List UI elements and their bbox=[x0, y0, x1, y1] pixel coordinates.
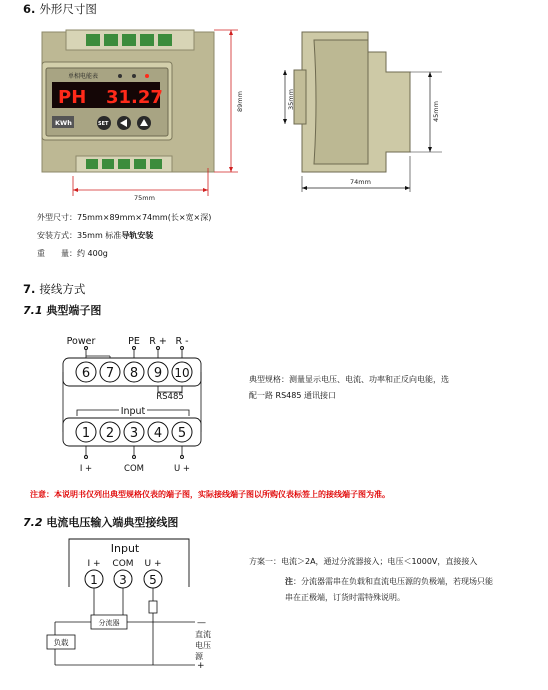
note-line-1 bbox=[249, 576, 544, 588]
shunt-label: 分流器 bbox=[98, 619, 120, 627]
dc-label-line3: 源 bbox=[195, 652, 203, 661]
spec-value: 75mm×89mm×74mm(长×宽×深) bbox=[77, 213, 212, 222]
section-7-title: 接线方式 bbox=[39, 282, 86, 296]
terminal-number: 7 bbox=[105, 366, 115, 381]
fuse bbox=[149, 601, 157, 613]
bottom-terminal-row bbox=[76, 422, 192, 442]
section-6-title: 外形尺寸图 bbox=[39, 2, 97, 16]
terminal-screw bbox=[102, 159, 114, 169]
description-line: 配一路 RS485 通讯接口 bbox=[249, 391, 336, 400]
width-label: 75mm bbox=[134, 194, 155, 202]
spec-value: 35mm 标准 bbox=[77, 231, 122, 240]
label-i-plus: I + bbox=[79, 464, 93, 474]
device-front-photo bbox=[28, 18, 256, 218]
terminal-pin bbox=[181, 456, 184, 459]
note-text: ：分流器需串在负载和直流电压源的负极端，若现场只能 bbox=[293, 577, 493, 586]
section-71-title: 典型端子图 bbox=[46, 304, 102, 317]
terminal-number: 4 bbox=[153, 426, 163, 441]
spec-label: 外型尺寸： bbox=[37, 213, 77, 222]
terminal-number: 3 bbox=[129, 426, 139, 441]
terminal-pin bbox=[157, 347, 160, 350]
unit-label: KWh bbox=[55, 119, 72, 127]
dimension-arrow bbox=[203, 188, 208, 192]
dimension-arrow bbox=[428, 147, 432, 152]
label-r-plus: R + bbox=[149, 336, 167, 347]
terminal-number: 5 bbox=[149, 573, 157, 587]
terminal-number: 5 bbox=[177, 426, 187, 441]
dimension-arrow bbox=[283, 119, 287, 124]
input-bracket bbox=[77, 410, 119, 416]
terminal-number: 2 bbox=[105, 426, 115, 441]
led-indicator bbox=[132, 74, 136, 78]
terminal-screw bbox=[140, 34, 154, 46]
terminal-screw bbox=[86, 159, 98, 169]
section-6-number: 6. bbox=[23, 2, 36, 16]
label-u-plus: U + bbox=[173, 464, 191, 474]
section-6-heading bbox=[23, 1, 97, 17]
terminal-screw bbox=[122, 34, 136, 46]
terminal-screw bbox=[150, 159, 162, 169]
terminal-pin bbox=[133, 456, 136, 459]
dim-45-label: 45mm bbox=[432, 101, 440, 122]
section-7-number: 7. bbox=[23, 282, 36, 296]
section-71-heading bbox=[23, 302, 101, 318]
terminal-pin bbox=[133, 347, 136, 350]
terminal-number: 8 bbox=[129, 366, 139, 381]
din-rail-clip bbox=[294, 70, 306, 124]
brand-label: 单相电能表 bbox=[68, 73, 99, 80]
description-line: 典型规格：测量显示电压、电流、功率和正反向电能，选 bbox=[249, 375, 449, 384]
dim-74-label: 74mm bbox=[350, 178, 371, 186]
rs485-label: RS485 bbox=[156, 392, 184, 402]
input-bracket bbox=[147, 410, 189, 416]
dimension-arrow bbox=[229, 30, 233, 35]
display-right-text: 31.27 bbox=[106, 87, 163, 108]
terminal-screw bbox=[118, 159, 130, 169]
wiring-label-u-plus: U + bbox=[144, 559, 162, 569]
dimension-arrow bbox=[73, 188, 78, 192]
wiring-diagram bbox=[45, 535, 245, 687]
label-pe: PE bbox=[128, 336, 140, 347]
spec-value-bold: 导轨安装 bbox=[121, 231, 154, 240]
wiring-input-label: Input bbox=[110, 542, 140, 555]
dc-label-line1: 直流 bbox=[195, 630, 211, 639]
terminal-screw bbox=[86, 34, 100, 46]
label-power: Power bbox=[66, 336, 96, 347]
dc-label-line2: 电压 bbox=[195, 641, 211, 650]
note-line-2: 串在正极端，订货时需特殊说明。 bbox=[285, 593, 405, 602]
label-com: COM bbox=[124, 464, 144, 474]
wiring-label-i-plus: I + bbox=[87, 559, 101, 569]
section-72-title: 电流电压输入端典型接线图 bbox=[46, 516, 179, 529]
dimension-arrow bbox=[428, 72, 432, 77]
label-r-minus: R - bbox=[175, 336, 189, 347]
spec-list bbox=[37, 212, 337, 260]
section-7-heading bbox=[23, 281, 85, 297]
dimension-arrow bbox=[283, 70, 287, 75]
section-71-number: 7.1 bbox=[23, 304, 43, 317]
terminal-diagram bbox=[55, 328, 235, 478]
dimension-arrow bbox=[229, 167, 233, 172]
dimension-arrow bbox=[405, 186, 410, 190]
wiring-description bbox=[249, 556, 544, 604]
scheme-line: 方案一：电流＞2A，通过分流器接入；电压＜1000V，直接接入 bbox=[249, 557, 478, 566]
note-head: 注 bbox=[285, 577, 293, 586]
spec-row-size bbox=[37, 212, 337, 224]
terminal-description bbox=[249, 374, 539, 402]
load-label: 负载 bbox=[53, 638, 69, 647]
spec-row-weight bbox=[37, 248, 337, 260]
section-72-heading bbox=[23, 514, 178, 530]
dimension-arrow bbox=[302, 186, 307, 190]
dim-35-label: 35mm bbox=[287, 89, 295, 110]
display-left-text: PH bbox=[58, 87, 87, 108]
side-cover bbox=[314, 40, 368, 164]
terminal-pin bbox=[85, 456, 88, 459]
plus-sign: + bbox=[197, 661, 205, 671]
section-72-number: 7.2 bbox=[23, 516, 43, 529]
terminal-number: 6 bbox=[81, 366, 91, 381]
spec-value: 约 400g bbox=[77, 249, 108, 258]
height-label: 89mm bbox=[236, 91, 244, 112]
terminal-number: 1 bbox=[81, 426, 91, 441]
terminal-screw bbox=[104, 34, 118, 46]
terminal-number: 1 bbox=[90, 573, 98, 587]
terminal-number: 9 bbox=[153, 366, 163, 381]
device-side-view bbox=[282, 18, 452, 198]
terminal-screw bbox=[134, 159, 146, 169]
terminal-pin bbox=[85, 347, 88, 350]
terminal-number: 10 bbox=[174, 366, 190, 380]
minus-sign: — bbox=[197, 618, 206, 628]
led-indicator bbox=[118, 74, 122, 78]
spec-row-mount bbox=[37, 230, 337, 242]
input-label: Input bbox=[120, 406, 146, 417]
terminal-number: 3 bbox=[119, 573, 127, 587]
terminal-screw bbox=[158, 34, 172, 46]
set-button-label: SET bbox=[98, 121, 109, 127]
terminal-pin bbox=[181, 347, 184, 350]
wiring-label-com: COM bbox=[112, 559, 134, 569]
warning-note: 注意：本说明书仅列出典型规格仪表的端子图，实际接线端子图以所购仪表标签上的接线端子图为准。 bbox=[30, 490, 390, 499]
spec-label: 安装方式： bbox=[37, 231, 77, 240]
led-indicator bbox=[145, 74, 149, 78]
top-terminal-row bbox=[76, 362, 192, 382]
spec-label: 重 量： bbox=[37, 249, 77, 258]
